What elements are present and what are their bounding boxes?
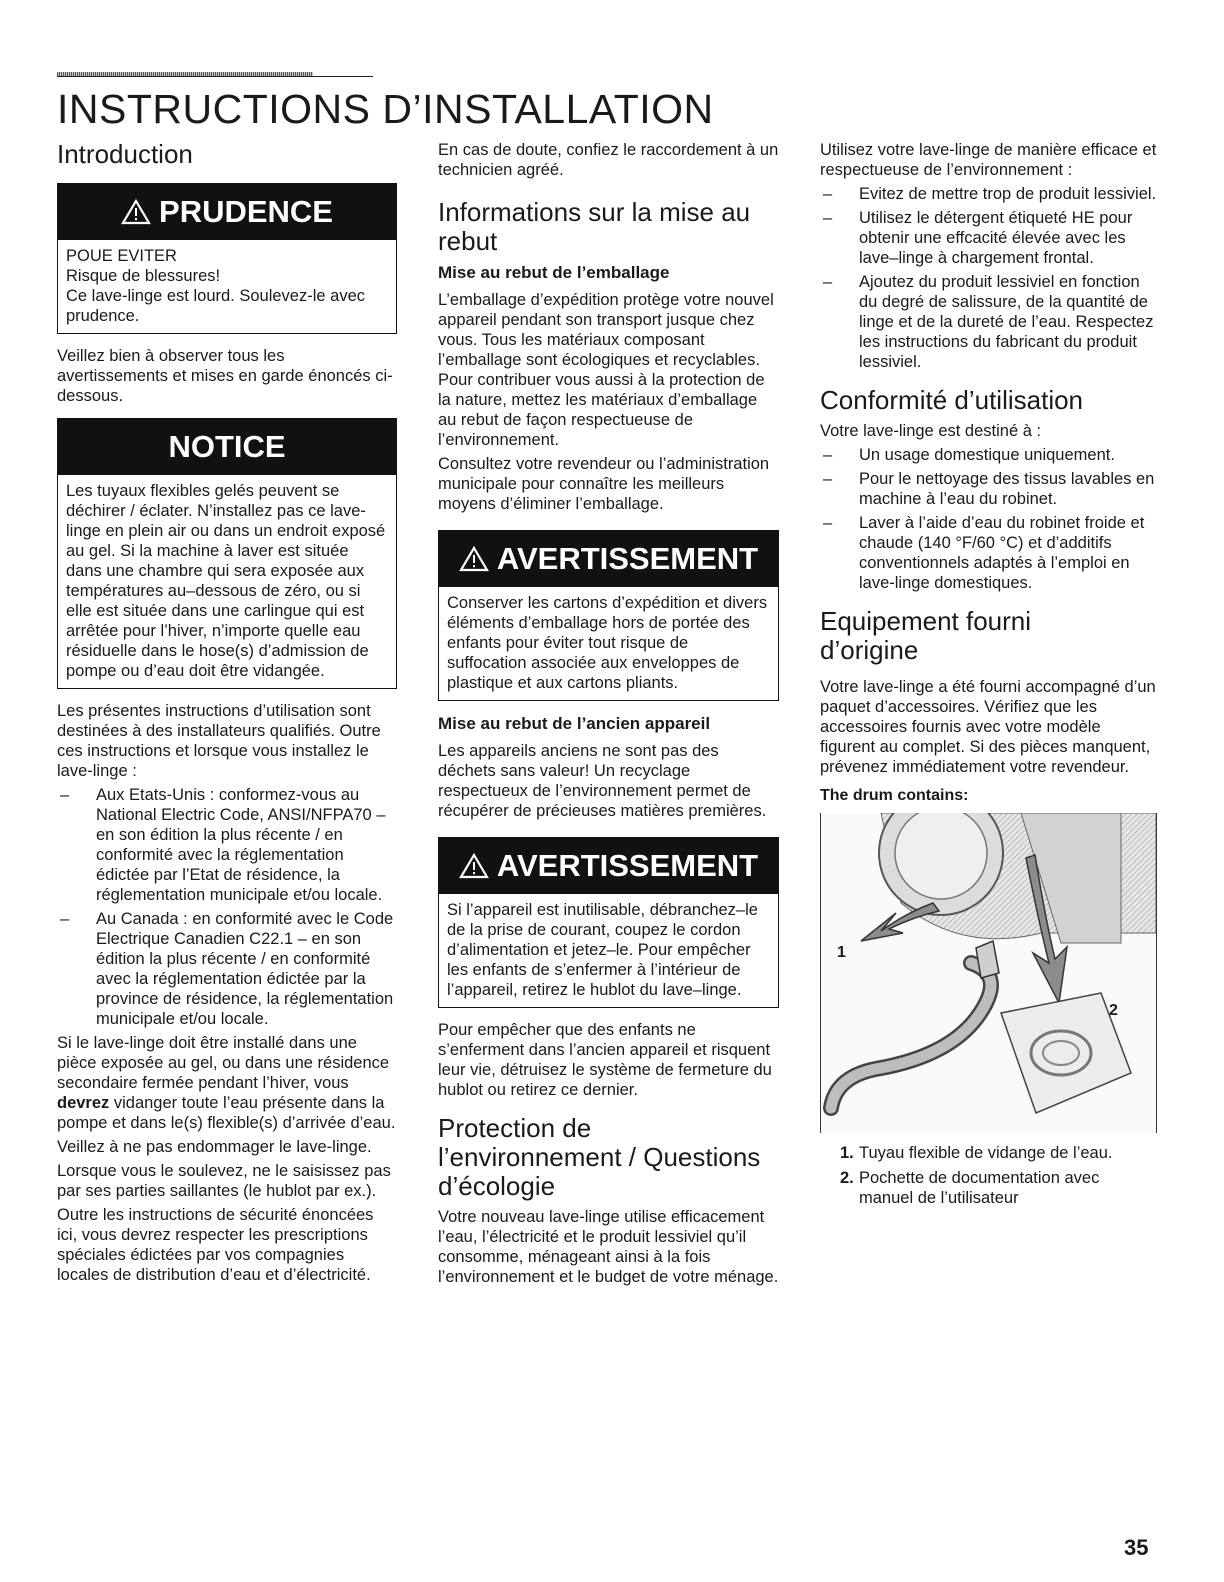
list-item: – Un usage domestique uniquement. bbox=[820, 445, 1158, 465]
item-text: Pochette de documentation avec manuel de l’utilisateur bbox=[859, 1169, 1100, 1207]
page-number: 35 bbox=[1124, 1535, 1149, 1560]
avertissement-label: AVERTISSEMENT bbox=[496, 848, 759, 883]
list-item: – Utilisez le détergent étiqueté HE pour obtenir une effcacité élevée avec les lave–linge à chargement frontal. bbox=[820, 208, 1158, 268]
prudence-header bbox=[58, 184, 396, 240]
usage-list bbox=[820, 445, 1158, 593]
avertissement-box bbox=[438, 837, 779, 1008]
prudence-box bbox=[57, 183, 397, 334]
avertissement-header bbox=[439, 531, 778, 587]
prudence-line: Risque de blessures! bbox=[66, 267, 221, 285]
paragraph: Consultez votre revendeur ou l’administration municipale pour connaître les meilleurs moyens d’éliminer l’emballage. bbox=[438, 455, 770, 513]
paragraph: Votre nouveau lave-linge utilise efficacement l’eau, l’électricité et le produit lessiviel qu’il consomme, ménageant ainsi à la fois l’environnement et le budget de votre ménage. bbox=[438, 1208, 779, 1286]
figure-label-2: 2 bbox=[1109, 1002, 1118, 1019]
avertissement-header bbox=[439, 838, 778, 894]
warning-triangle-icon bbox=[459, 841, 489, 894]
paragraph: Veillez à ne pas endommager le lave-linge. bbox=[57, 1138, 372, 1156]
list-item bbox=[820, 1143, 1158, 1163]
list-item bbox=[820, 1168, 1158, 1208]
eco-list bbox=[820, 184, 1158, 372]
section-heading: Equipement fourni d’origine bbox=[820, 606, 1032, 665]
section-heading: Protection de l’environnement / Questions d’écologie bbox=[438, 1113, 761, 1201]
paragraph: Veillez bien à observer tous les avertissements et mises en garde énoncés ci-dessous. bbox=[57, 347, 393, 405]
avertissement-text: Si l’appareil est inutilisable, débranchez–le de la prise de courant, coupez le cordon d’alimentation et jetez–le. Pour empêcher les enfants de s’enfermer à l’intérieur de l’appareil, retirez le hublot du lave–linge. bbox=[447, 901, 758, 999]
paragraph: Utilisez votre lave-linge de manière efficace et respectueuse de l’environnement : bbox=[820, 141, 1157, 179]
warning-triangle-icon bbox=[459, 534, 489, 587]
paragraph: Pour empêcher que des enfants ne s’enferment dans l’ancien appareil et risquent leur vie, détruisez le système de fermeture du hublot ou retirez ce dernier. bbox=[438, 1021, 772, 1099]
paragraph: Votre lave-linge a été fourni accompagné d’un paquet d’accessoires. Vérifiez que les accessoires fournis avec votre modèle figurent au complet. Si des pièces manquent, prévenez immédiatement votre revendeur. bbox=[820, 678, 1156, 776]
notice-text: Les tuyaux flexibles gelés peuvent se déchirer / éclater. N’installez pas ce lave-linge en plein air ou dans un endroit exposé au gel. Si la machine à laver est située dans une chambre qui sera exposée aux températures au–dessous de zéro, ou si elle est située dans une carlingue qui est arrêtée pour l’hiver, n’importe quelle eau résiduelle dans le hose(s) d’admission de pompe ou d’eau doit être vidangée. bbox=[66, 482, 386, 680]
regulation-list bbox=[57, 785, 397, 1029]
accessories-list bbox=[820, 1143, 1158, 1208]
subsection-heading: Mise au rebut de l’emballage bbox=[438, 263, 670, 282]
section-heading: Conformité d’utilisation bbox=[820, 385, 1084, 415]
list-item: – Pour le nettoyage des tissus lavables en machine à l’eau du robinet. bbox=[820, 469, 1158, 509]
prudence-line: Ce lave-linge est lourd. Soulevez-le avec prudence. bbox=[66, 287, 365, 325]
avertissement-label: AVERTISSEMENT bbox=[496, 541, 759, 576]
list-item: – Laver à l’aide d’eau du robinet froide et chaude (140 °F/60 °C) et d’additifs conventionnels adaptés à l’emploi en lave-linge domestiques. bbox=[820, 513, 1158, 593]
item-number: 1. bbox=[840, 1144, 854, 1162]
accessories-illustration bbox=[820, 813, 1157, 1133]
paragraph: Outre les instructions de sécurité énoncées ici, vous devrez respecter les prescriptions spéciales édictées par vos compagnies locales de distribution d’eau et d’électricité. bbox=[57, 1206, 374, 1284]
item-number: 2. bbox=[840, 1169, 854, 1187]
warning-triangle-icon bbox=[121, 187, 151, 240]
avertissement-box bbox=[438, 530, 779, 701]
list-item: – Evitez de mettre trop de produit lessiviel. bbox=[820, 184, 1158, 204]
prudence-line: POUE EVITER bbox=[66, 247, 177, 265]
paragraph: Les appareils anciens ne sont pas des déchets sans valeur! Un recyclage respectueux de l’environnement permet de récupérer de précieuses matières premières. bbox=[438, 742, 767, 820]
prudence-label: PRUDENCE bbox=[159, 194, 333, 229]
paragraph: Votre lave-linge est destiné à : bbox=[820, 422, 1042, 440]
notice-header: NOTICE bbox=[58, 419, 396, 475]
column-right bbox=[820, 140, 1158, 1213]
paragraph: L’emballage d’expédition protège votre nouvel appareil pendant son transport jusque chez vous. Tous les matériaux composant l’emballage sont écologiques et recyclables. Pour contribuer vous aussi à la protection de la nature, mettez les matériaux d’emballage au rebut de façon respectueuse de l’environnement. bbox=[438, 291, 774, 449]
page-title: INSTRUCTIONS D’INSTALLATION bbox=[57, 86, 714, 132]
list-item: – Ajoutez du produit lessiviel en fonction du degré de salissure, de la quantité de linge et de la dureté de l’eau. Respectez les instructions du fabricant du produit lessiviel. bbox=[820, 272, 1158, 372]
paragraph: Lorsque vous le soulevez, ne le saisissez pas par ses parties saillantes (le hublot par ex.). bbox=[57, 1162, 391, 1200]
column-middle bbox=[438, 140, 779, 1291]
list-item: – Au Canada : en conformité avec le Code Electrique Canadien C22.1 – en son édition la plus récente / en conformité avec la réglementation édictée par la province de résidence, la réglementation municipale et/ou locale. bbox=[57, 909, 397, 1029]
paragraph-freeze: Si le lave-linge doit être installé dans une pièce exposée au gel, ou dans une résidence secondaire fermée pendant l’hiver, vous devrez vidanger toute l’eau présente dans la pompe et dans le(s) flexible(s) d’arrivée d’eau. bbox=[57, 1034, 396, 1132]
header-rule bbox=[57, 72, 373, 78]
figure-label-1: 1 bbox=[837, 944, 846, 961]
paragraph: En cas de doute, confiez le raccordement à un technicien agréé. bbox=[438, 141, 779, 179]
list-item: – Aux Etats-Unis : conformez-vous au National Electric Code, ANSI/NFPA70 – en son édition la plus récente / en conformité avec la réglementation édictée par l’Etat de résidence, la réglementation municipale et/ou locale. bbox=[57, 785, 397, 905]
intro-heading: Introduction bbox=[57, 139, 193, 169]
avertissement-text: Conserver les cartons d’expédition et divers éléments d’emballage hors de portée des enfants pour éviter tout risque de suffocation associée aux enveloppes de plastique et aux cartons pliants. bbox=[447, 594, 768, 692]
bold-text: devrez bbox=[57, 1094, 110, 1112]
item-text: Tuyau flexible de vidange de l’eau. bbox=[859, 1144, 1113, 1162]
subsection-heading: Mise au rebut de l’ancien appareil bbox=[438, 714, 711, 733]
column-left bbox=[57, 140, 397, 1289]
section-heading: Informations sur la mise au rebut bbox=[438, 197, 751, 256]
drum-label: The drum contains: bbox=[820, 787, 969, 804]
washer-drum-drawing bbox=[821, 813, 1156, 1133]
notice-box bbox=[57, 418, 397, 689]
paragraph: Les présentes instructions d’utilisation sont destinées à des installateurs qualifiés. Outre ces instructions et lorsque vous installez le lave-linge : bbox=[57, 702, 381, 780]
